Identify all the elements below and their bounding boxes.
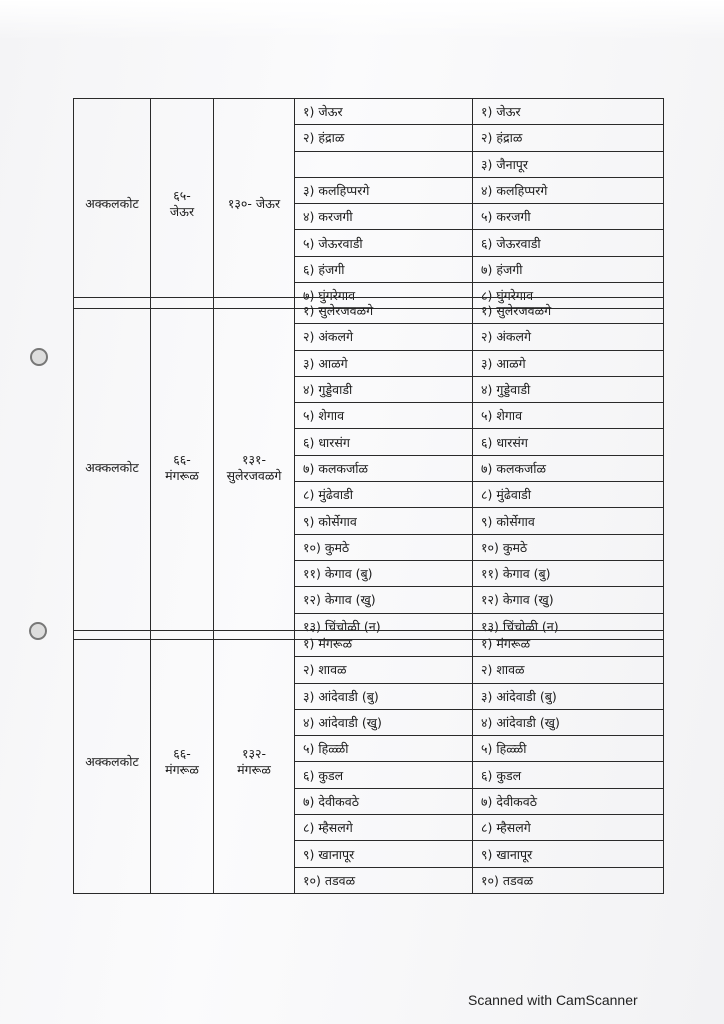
village-old-cell: ३) कलहिप्परगे <box>295 177 473 203</box>
village-old-cell: ५) हिळ्ळी <box>295 736 473 762</box>
village-new-cell: ८) मुंढेवाडी <box>473 482 664 508</box>
village-new-cell: ७) हंजगी <box>473 256 664 282</box>
village-new-cell: १) सुलेरजवळगे <box>473 298 664 324</box>
village-old-cell: १३) चिंचोळी (न) <box>295 613 473 639</box>
village-old-cell: ७) देवीकवठे <box>295 788 473 814</box>
village-table-block <box>73 630 664 894</box>
revenue-circle-cell: ६६- मंगरूळ <box>151 631 214 894</box>
village-new-cell: ६) कुडल <box>473 762 664 788</box>
sajja-cell: १३१- सुलेरजवळगे <box>214 298 295 640</box>
village-new-cell: ७) कलकर्जाळ <box>473 455 664 481</box>
village-new-cell: १३) चिंचोळी (न) <box>473 613 664 639</box>
village-new-cell: ४) गुड्डेवाडी <box>473 376 664 402</box>
village-old-cell: ७) कलकर्जाळ <box>295 455 473 481</box>
village-new-cell: १०) कुमठे <box>473 534 664 560</box>
village-old-cell: ७) घुंगरेगाव <box>295 283 473 309</box>
village-new-cell: १) जेऊर <box>473 99 664 125</box>
village-table-block <box>73 98 664 309</box>
village-new-cell: ५) शेगाव <box>473 403 664 429</box>
village-new-cell: २) हंद्राळ <box>473 125 664 151</box>
village-old-cell: ९) कोर्सेगाव <box>295 508 473 534</box>
village-old-cell: १) मंगरूळ <box>295 631 473 657</box>
village-new-cell: ६) धारसंग <box>473 429 664 455</box>
sajja-cell: १३२- मंगरूळ <box>214 631 295 894</box>
village-old-cell: १२) केगाव (खु) <box>295 587 473 613</box>
village-new-cell: ३) आळगे <box>473 350 664 376</box>
village-new-cell: ७) देवीकवठे <box>473 788 664 814</box>
village-new-cell: २) अंकलगे <box>473 324 664 350</box>
village-old-cell: ३) आळगे <box>295 350 473 376</box>
scanner-watermark: Scanned with CamScanner <box>468 992 638 1008</box>
taluka-cell: अक्कलकोट <box>74 298 151 640</box>
village-old-cell: ६) हंजगी <box>295 256 473 282</box>
village-old-cell: १) जेऊर <box>295 99 473 125</box>
village-old-cell: ९) खानापूर <box>295 841 473 867</box>
village-new-cell: २) शावळ <box>473 657 664 683</box>
taluka-cell: अक्कलकोट <box>74 631 151 894</box>
village-new-cell: १०) तडवळ <box>473 867 664 893</box>
village-new-cell: ९) खानापूर <box>473 841 664 867</box>
revenue-circle-cell: ६६- मंगरूळ <box>151 298 214 640</box>
punch-hole-icon <box>30 348 48 366</box>
village-old-cell: ४) करजगी <box>295 204 473 230</box>
village-new-cell: ८) घुंगरेगाव <box>473 283 664 309</box>
village-new-cell: ३) जैनापूर <box>473 151 664 177</box>
village-old-cell: १०) कुमठे <box>295 534 473 560</box>
village-old-cell: ११) केगाव (बु) <box>295 560 473 586</box>
sajja-cell: १३०- जेऊर <box>214 99 295 309</box>
village-old-cell: ५) शेगाव <box>295 403 473 429</box>
village-old-cell: ८) म्हैसलगे <box>295 815 473 841</box>
table-row <box>74 298 664 324</box>
village-old-cell: ६) कुडल <box>295 762 473 788</box>
village-new-cell: ३) आंदेवाडी (बु) <box>473 683 664 709</box>
village-new-cell: ४) आंदेवाडी (खु) <box>473 709 664 735</box>
table-row <box>74 631 664 657</box>
village-old-cell: ६) धारसंग <box>295 429 473 455</box>
village-old-cell: २) अंकलगे <box>295 324 473 350</box>
village-old-cell <box>295 151 473 177</box>
taluka-cell: अक्कलकोट <box>74 99 151 309</box>
village-new-cell: ६) जेऊरवाडी <box>473 230 664 256</box>
village-old-cell: २) शावळ <box>295 657 473 683</box>
village-old-cell: ५) जेऊरवाडी <box>295 230 473 256</box>
village-old-cell: १) सुलेरजवळगे <box>295 298 473 324</box>
page-edge-shade <box>0 0 724 40</box>
village-new-cell: १२) केगाव (खु) <box>473 587 664 613</box>
village-table-block <box>73 297 664 640</box>
village-old-cell: २) हंद्राळ <box>295 125 473 151</box>
punch-hole-icon <box>29 622 47 640</box>
village-old-cell: ३) आंदेवाडी (बु) <box>295 683 473 709</box>
village-new-cell: ५) हिळ्ळी <box>473 736 664 762</box>
village-new-cell: ४) कलहिप्परगे <box>473 177 664 203</box>
village-new-cell: ११) केगाव (बु) <box>473 560 664 586</box>
village-new-cell: ९) कोर्सेगाव <box>473 508 664 534</box>
village-old-cell: ४) आंदेवाडी (खु) <box>295 709 473 735</box>
village-old-cell: १०) तडवळ <box>295 867 473 893</box>
revenue-circle-cell: ६५- जेऊर <box>151 99 214 309</box>
table-row <box>74 99 664 125</box>
village-new-cell: १) मंगरूळ <box>473 631 664 657</box>
village-old-cell: ८) मुंढेवाडी <box>295 482 473 508</box>
village-old-cell: ४) गुड्डेवाडी <box>295 376 473 402</box>
village-new-cell: ५) करजगी <box>473 204 664 230</box>
village-new-cell: ८) म्हैसलगे <box>473 815 664 841</box>
